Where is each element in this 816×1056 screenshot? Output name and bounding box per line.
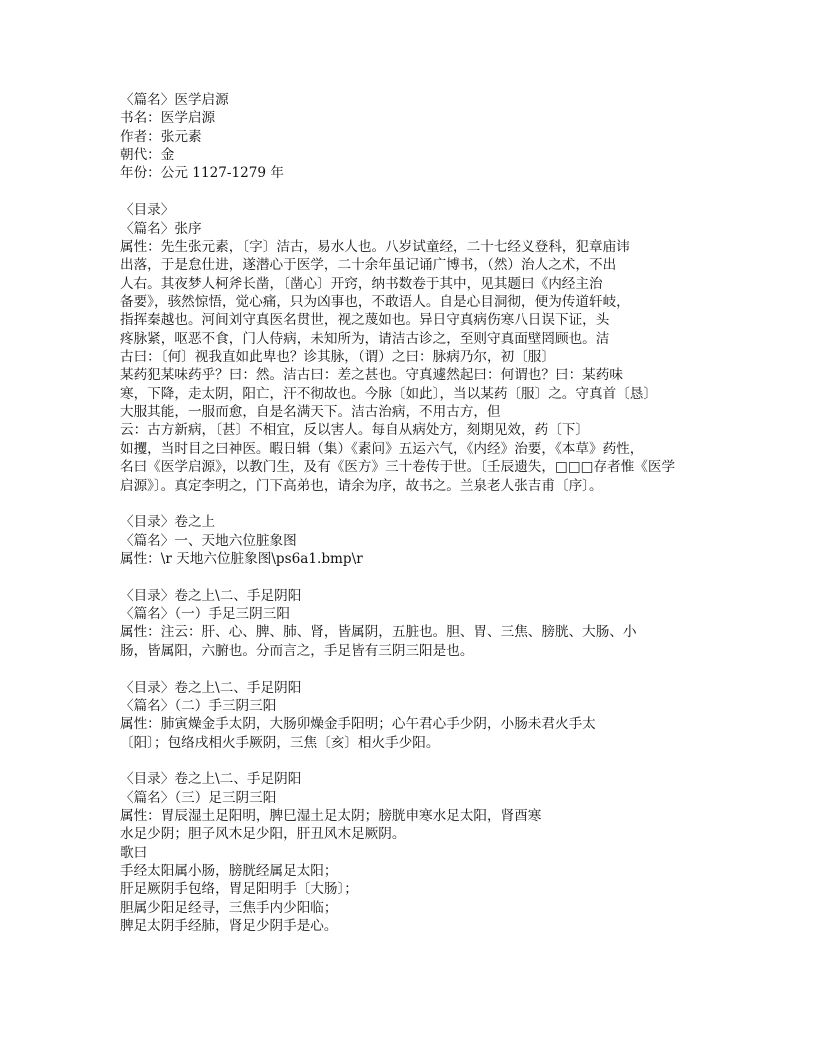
text-line: 〈篇名〉张序: [120, 220, 202, 237]
text-line: 书名：医学启源: [120, 110, 216, 127]
text-line: 云：古方新病，〔甚〕不相宜，反以害人。每自从病处方，刻期见效，药〔下〕: [120, 422, 589, 439]
text-line: 〈目录〉卷之上\二、手足阴阳: [120, 679, 302, 696]
blank-line: [120, 660, 720, 678]
text-line: 古曰：〔何〕视我直如此卑也？诊其脉，（谓）之曰：脉病乃尔，初〔服〕: [120, 349, 555, 366]
text-line: 名曰《医学启源》，以教门生，及有《医方》三十卷传于世。〔壬辰遗失，□□□存者惟《医学: [120, 459, 676, 476]
text-line: 脾足太阴手经肺，肾足少阴手是心。: [120, 918, 338, 935]
text-line: 〈篇名〉（二）手三阴三阳: [120, 697, 277, 714]
text-line: 属性：胃辰湿土足阳明，脾巳湿土足太阴；膀胱申寒水足太阳，肾酉寒: [120, 808, 542, 825]
text-line: 朝代：金: [120, 147, 175, 164]
text-line: 歌曰: [120, 844, 148, 861]
text-line: 〈篇名〉（一）手足三阴三阳: [120, 606, 290, 623]
text-line: 疼脉紧，呕恶不食，门人侍病，未知所为，请洁古诊之，至则守真面壁罔顾也。洁: [120, 330, 610, 347]
blank-line: [120, 752, 720, 770]
text-line: 〈篇名〉（三）足三阴三阳: [120, 789, 277, 806]
text-line: 属性：\r 天地六位脏象图\ps6a1.bmp\r: [120, 550, 363, 567]
text-line: 备要》，骇然惊悟，觉心痛，只为凶事也，不敢语人。自是心目洞彻，便为传道轩岐，: [120, 293, 630, 310]
text-line: 大服其能，一服而愈，自是名满天下。洁古治病，不用古方，但: [120, 404, 501, 421]
text-line: 胆属少阳足经寻，三焦手内少阳临；: [120, 899, 338, 916]
text-line: 肝足厥阴手包络，胃足阳明手〔大肠〕；: [120, 881, 358, 898]
text-line: 如攫，当时目之曰神医。暇日辑（集）《素问》五运六气，《内经》治要，《本草》药性，: [120, 440, 644, 457]
text-line: 〈目录〉卷之上\二、手足阴阳: [120, 771, 302, 788]
text-line: 年份：公元 1127-1279 年: [120, 165, 284, 182]
text-line: 作者：张元素: [120, 128, 202, 145]
text-line: 出落，于是怠仕进，遂潜心于医学，二十余年虽记诵广博书，（然）治人之术，不出: [120, 257, 617, 274]
text-line: 〈目录〉: [120, 202, 175, 219]
text-line: 〈篇名〉一、天地六位脏象图: [120, 532, 297, 549]
text-line: 〈目录〉卷之上: [120, 514, 216, 531]
text-line: 属性：先生张元素，〔字〕洁古，易水人也。八岁试童经，二十七经义登科，犯章庙讳: [120, 238, 630, 255]
text-line: 〈目录〉卷之上\二、手足阴阳: [120, 587, 302, 604]
text-line: 某药犯某味药乎？曰：然。洁古曰：差之甚也。守真遽然起曰：何谓也？曰：某药味: [120, 367, 623, 384]
text-line: 手经太阳属小肠，膀胱经属足太阳；: [120, 863, 338, 880]
blank-line: [120, 495, 720, 513]
text-line: 肠，皆属阳，六腑也。分而言之，手足皆有三阴三阳是也。: [120, 642, 474, 659]
text-line: 寒，下降，走太阴，阳亡，汗不彻故也。今脉〔如此〕，当以某药〔服〕之。守真首〔恳〕: [120, 385, 657, 402]
text-line: 启源》〕。真定李明之，门下高弟也，请余为序，故书之。兰泉老人张吉甫〔序〕。: [120, 477, 603, 494]
text-line: 〈篇名〉医学启源: [120, 92, 229, 108]
blank-line: [120, 568, 720, 586]
text-line: 〔阳〕；包络戌相火手厥阴，三焦〔亥〕相火手少阳。: [120, 734, 440, 751]
blank-line: [120, 183, 720, 201]
text-line: 水足少阴；胆子风木足少阳，肝丑风木足厥阴。: [120, 826, 406, 843]
text-line: 属性：肺寅燥金手太阴，大肠卯燥金手阳明；心午君心手少阴，小肠未君火手太: [120, 716, 596, 733]
text-line: 指挥秦越也。河间刘守真医名贯世，视之蔑如也。异日守真病伤寒八日误下证，头: [120, 312, 610, 329]
text-line: 属性：注云：肝、心、脾、肺、肾，皆属阴，五脏也。胆、胃、三焦、膀胱、大肠、小: [120, 624, 637, 641]
document-page: [120, 91, 720, 936]
text-line: 人右。其夜梦人柯斧长凿，〔凿心〕开窍，纳书数卷于其中，见其题曰《内经主治: [120, 275, 603, 292]
